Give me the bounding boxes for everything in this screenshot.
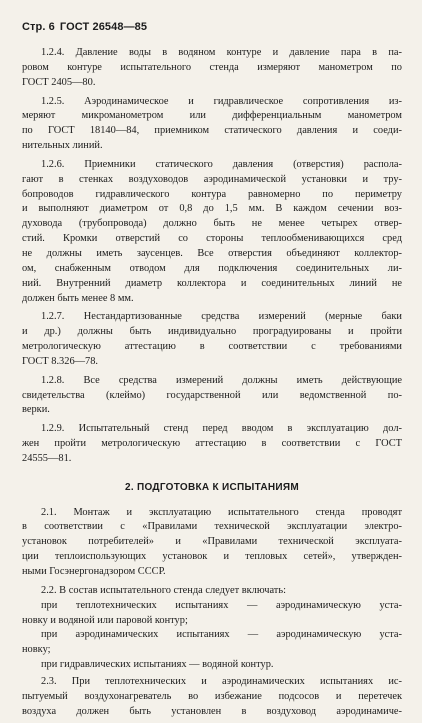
text-line: 1.2.9. Испытательный стенд перед вводом в эксплуатацию дол- xyxy=(41,423,402,435)
text-line: бопроводов гидравлического контура равномерно по периметру xyxy=(22,188,402,200)
paragraph-1-2-7 xyxy=(22,310,402,369)
text-line: 1.2.5. Аэродинамическое и гидравлическое сопротивления из- xyxy=(41,95,402,107)
text-line: пытуемый воздухонагреватель во избежание подсосов и перетечек xyxy=(22,690,402,702)
text-line: 24555—81. xyxy=(22,452,72,464)
text-line: нительных линий. xyxy=(22,140,103,152)
text-line: в соответствии с «Правилами технической эксплуатации электро- xyxy=(22,521,402,533)
text-line: при теплотехнических испытаниях — аэродинамическую уста- xyxy=(41,599,402,611)
text-line: новку; xyxy=(22,644,51,656)
paragraph-1-2-6 xyxy=(22,158,402,306)
text-line: верки. xyxy=(22,404,50,416)
text-line: при аэродинамических испытаниях — аэродинамическую уста- xyxy=(41,629,402,641)
text-line: ными Госэнергонадзором СССР. xyxy=(22,566,166,577)
text-line: гают в стенках воздуховодов аэродинамической установки и тру- xyxy=(22,173,402,185)
text-line: по ГОСТ 18140—84, приемником статического давления и соеди- xyxy=(22,125,402,137)
paragraph-2-3 xyxy=(22,675,402,720)
text-line: 1.2.8. Все средства измерений должны иметь действующие xyxy=(41,374,402,386)
text-line: стий. Кромки отверстий со стороны теплообменивающихся сред xyxy=(22,233,402,245)
standard-number: ГОСТ 26548—85 xyxy=(59,21,148,33)
text-line: 1.2.4. Давление воды в водяном контуре и давление пара в па- xyxy=(41,47,402,58)
text-line: ний. Внутренний диаметр коллектора и соединительных линий не xyxy=(22,277,402,289)
text-line: свидетельства (клеймо) государственной или ведомственной по- xyxy=(22,389,402,401)
list-item-hydraulic xyxy=(22,658,402,673)
text-line: жен пройти метрологическую аттестацию в соответствии с ГОСТ xyxy=(22,438,402,450)
text-line: ции теплоиспользующих установок и тепловых сетей», утвержден- xyxy=(22,551,402,563)
text-line: ГОСТ 8.326—78. xyxy=(22,355,99,367)
page-header xyxy=(22,21,147,33)
text-line: меряют микроманометром или дифференциальным манометром xyxy=(22,110,402,122)
page-number: Стр. 6 xyxy=(22,21,55,33)
text-line: ГОСТ 2405—80. xyxy=(22,76,96,88)
paragraph-2-1 xyxy=(22,506,402,580)
text-line: установок потребителей» и «Правилами технической эксплуата- xyxy=(22,536,402,548)
text-line: новку и водяной или паровой контур; xyxy=(22,614,188,626)
paragraph-1-2-9 xyxy=(22,422,402,467)
text-line: и выполняют диаметром от 0,8 до 1,5 мм. В каждом сечении воз- xyxy=(22,203,402,215)
text-line: ровом контуре испытательного стенда измеряют манометром по xyxy=(22,61,402,73)
text-line: 1.2.6. Приемники статического давления (отверстия) распола- xyxy=(41,158,402,170)
text-line: должен быть менее 8 мм. xyxy=(22,292,134,304)
paragraph-1-2-4 xyxy=(22,46,402,91)
page-body xyxy=(22,46,402,723)
text-line: 2.1. Монтаж и эксплуатацию испытательного стенда проводят xyxy=(41,506,402,518)
text-line: 2.2. В состав испытательного стенда следует включать: xyxy=(41,584,286,596)
text-line: при гидравлических испытаниях — водяной контур. xyxy=(41,659,274,671)
paragraph-2-2 xyxy=(22,584,402,599)
text-line: духовода (трубопровода) должно быть не менее четырех отвер- xyxy=(22,218,402,230)
text-line: воздуха должен быть установлен в воздуховод аэродинамиче- xyxy=(22,705,402,717)
text-line: метрологическую аттестацию в соответствии с требованиями xyxy=(22,341,402,353)
paragraph-1-2-5 xyxy=(22,95,402,154)
section-title: 2. ПОДГОТОВКА К ИСПЫТАНИЯМ xyxy=(124,481,300,493)
text-line: не должны иметь заусенцев. Все отверстия объединяют коллектор- xyxy=(22,247,402,259)
text-line: 1.2.7. Нестандартизованные средства измерений (мерные баки xyxy=(41,311,402,323)
text-line: ом, снабженным отводом для подключения соединительных ли- xyxy=(22,262,402,274)
list-item-thermal xyxy=(22,599,402,629)
paragraph-1-2-8 xyxy=(22,374,402,419)
text-line: 2.3. При теплотехнических и аэродинамических испытаниях ис- xyxy=(41,675,402,687)
list-item-aerodynamic xyxy=(22,628,402,658)
text-line: и др.) должны быть индивидуально проградуированы и пройти xyxy=(22,326,402,338)
